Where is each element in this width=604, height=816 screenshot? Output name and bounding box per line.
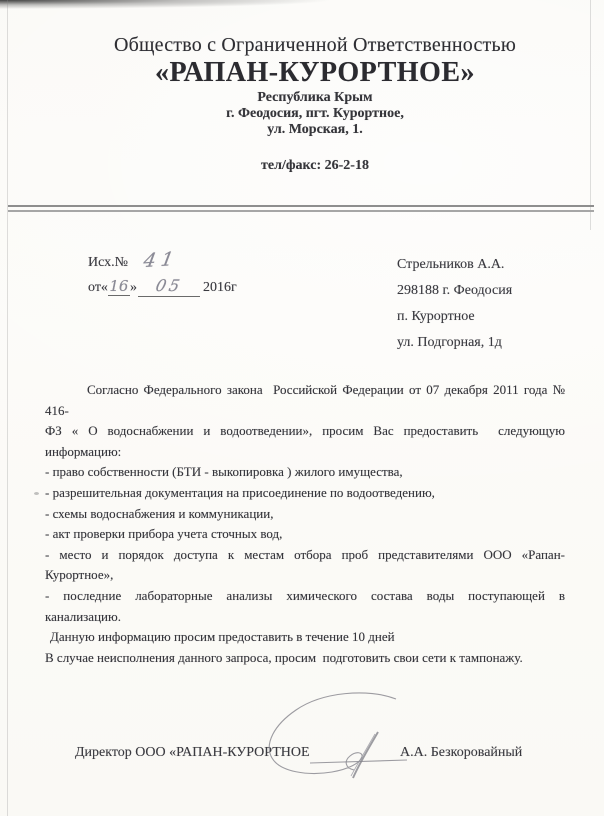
- letterhead-region-line: Республика Крым: [257, 90, 373, 105]
- org-name-line: «РАПАН-КУРОРТНОЕ»: [154, 57, 475, 88]
- body-line: ФЗ « О водоснабжении и водоотведении», просим Вас предоставить следующую: [45, 423, 565, 439]
- body-list-item: - разрешительная документация на присоединение по водоотведению,: [45, 484, 435, 500]
- outgoing-number-line: [88, 249, 237, 276]
- recipient-block: [397, 252, 512, 356]
- recipient-street: ул. Подгорная, 1д: [397, 335, 502, 350]
- body-list-item: - последние лабораторные анализы химического состава воды поступающей в: [45, 587, 565, 603]
- scan-left-edge-line: [7, 0, 8, 816]
- body-list-item: - акт проверки прибора учета сточных вод,: [45, 526, 283, 542]
- signer-name: А.А. Безкоровайный: [400, 745, 523, 760]
- signature-scribble: [250, 686, 415, 786]
- body-line: Согласно Федерального закона Российской Федерации от 07 декабря 2011 года № 416-: [45, 382, 569, 418]
- scan-edge-smudge: [0, 0, 330, 10]
- recipient-name: Стрельников А.А.: [397, 257, 505, 272]
- date-quote-close: »: [129, 280, 137, 295]
- signer-position-title: Директор ООО «РАПАН-КУРОРТНОЕ: [75, 745, 310, 760]
- outgoing-date-line: [88, 276, 237, 303]
- body-line: информацию:: [45, 443, 122, 459]
- org-type-line: Общество с Ограниченной Ответственностью: [114, 34, 516, 56]
- body-list-item: - схемы водоснабжения и коммуникации,: [45, 505, 274, 521]
- body-warning-line: В случае неисполнения данного запроса, просим подготовить свои сети к тампонажу.: [45, 649, 523, 665]
- letter-body: [45, 380, 569, 668]
- date-year: 2016г: [202, 280, 237, 295]
- body-deadline-line: Данную информацию просим предоставить в течение 10 дней: [50, 629, 395, 645]
- body-list-item: - право собственности (БТИ - выкопировка ) жилого имущества,: [45, 464, 403, 480]
- letterhead-street-line: ул. Морская, 1.: [267, 122, 363, 137]
- body-list-item: Курортное»,: [45, 567, 114, 583]
- outgoing-number-handwritten: 41: [141, 247, 181, 273]
- date-month-handwritten: 05: [153, 276, 185, 295]
- letterhead-divider-rule: [8, 205, 594, 212]
- body-list-item: канализацию.: [45, 608, 121, 624]
- date-prefix: от«: [88, 280, 108, 295]
- body-list-item: - место и порядок доступа к местам отбора проб представителями ООО «Рапан-: [45, 546, 565, 562]
- date-month-blank: [138, 276, 200, 297]
- date-day-handwritten: 16: [109, 277, 129, 295]
- scan-speck: [34, 492, 39, 495]
- letterhead-city-line: г. Феодосия, пгт. Курортное,: [226, 106, 404, 121]
- letterhead-phone-line: тел/факс: 26-2-18: [261, 158, 369, 173]
- recipient-postal-city: 298188 г. Феодосия: [397, 283, 513, 298]
- outgoing-number-label: Исх.№: [88, 255, 128, 270]
- recipient-settlement: п. Курортное: [397, 309, 475, 324]
- reference-block: [88, 249, 237, 303]
